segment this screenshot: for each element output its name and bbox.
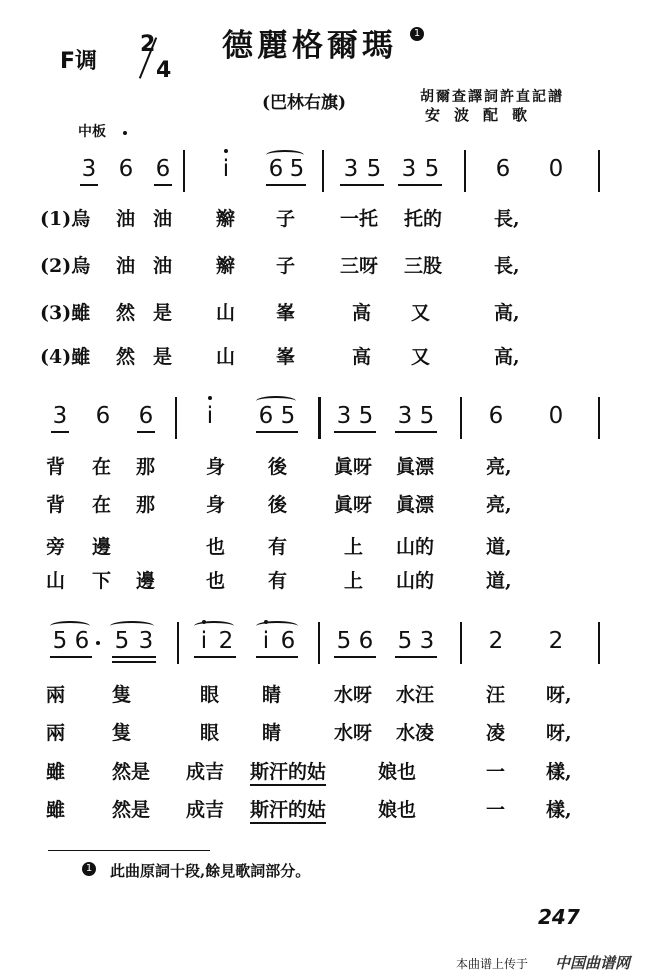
- lyric-word: 上: [344, 570, 364, 592]
- lyric-word: 旁: [46, 536, 66, 558]
- note: 6: [280, 628, 296, 654]
- lyric-word: 高,: [494, 346, 520, 368]
- note: 3: [336, 403, 352, 429]
- note: 6: [74, 628, 90, 654]
- lyric-word: 道,: [486, 536, 512, 558]
- lyric-word: 那: [136, 494, 156, 516]
- lyric-word: 是: [153, 302, 173, 324]
- barline: [318, 622, 320, 664]
- note: i: [206, 403, 214, 429]
- lyric-word: 子: [276, 255, 296, 277]
- lyric-word: (3)雖: [40, 302, 91, 324]
- footnote-rule: [48, 850, 210, 851]
- note: 5: [289, 156, 305, 182]
- note: 3: [401, 156, 417, 182]
- note: 5: [366, 156, 382, 182]
- lyric-word: 一: [486, 761, 506, 783]
- lyric-word: 樣,: [546, 799, 572, 821]
- lyric-word: 後: [268, 494, 288, 516]
- note: 3: [397, 403, 413, 429]
- lyric-word: 水呀: [334, 684, 373, 706]
- lyric-word: 山的: [396, 570, 435, 592]
- lyric-word: 高: [352, 346, 372, 368]
- note: 0: [548, 156, 564, 182]
- lyric-word: 兩: [46, 722, 66, 744]
- lyric-word: 呀,: [546, 722, 572, 744]
- lyric-word: 高: [352, 302, 372, 324]
- lyric-word: 成吉: [186, 799, 225, 821]
- upload-notice: 本曲谱上传于: [456, 957, 529, 971]
- note: 0: [548, 403, 564, 429]
- lyric-word: 娘也: [378, 799, 417, 821]
- lyric-word: 身: [206, 494, 226, 516]
- lyric-word: 又: [411, 302, 431, 324]
- region-label: (巴林右旗): [262, 93, 347, 113]
- lyric-word: 也: [206, 570, 226, 592]
- lyric-word: 那: [136, 456, 156, 478]
- lyric-word: 下: [92, 570, 112, 592]
- underline: [112, 661, 156, 663]
- lyric-word: 眼: [200, 684, 220, 706]
- lyric-word: 上: [344, 536, 364, 558]
- augmentation-dot: [96, 641, 100, 645]
- meter-numerator: 2: [140, 32, 156, 57]
- barline: [318, 397, 321, 439]
- lyric-word: (4)雖: [40, 346, 91, 368]
- note: 3: [138, 628, 154, 654]
- key-signature: F调: [60, 49, 98, 74]
- note: i: [222, 156, 230, 182]
- underline: [137, 431, 155, 433]
- site-logo[interactable]: 中国曲谱网: [555, 954, 631, 972]
- lyric-word: 凌: [486, 722, 506, 744]
- lyric-word: 眼: [200, 722, 220, 744]
- lyric-word: 山的: [396, 536, 435, 558]
- note: 6: [495, 156, 511, 182]
- lyric-word: 隻: [112, 722, 132, 744]
- lyric-word: 然: [116, 302, 136, 324]
- note: 6: [358, 628, 374, 654]
- barline: [598, 397, 600, 439]
- note: 3: [81, 156, 97, 182]
- underline: [398, 184, 442, 186]
- lyric-word: 雖: [46, 799, 66, 821]
- note: 6: [155, 156, 171, 182]
- high-dot: [224, 149, 228, 153]
- lyric-word: 高,: [494, 302, 520, 324]
- note: 6: [95, 403, 111, 429]
- note: 2: [548, 628, 564, 654]
- lyric-word: 成吉: [186, 761, 225, 783]
- tempo-dot: [123, 131, 127, 135]
- lyric-word: 眞呀: [334, 494, 373, 516]
- song-title: 德麗格爾瑪: [222, 28, 397, 64]
- lyric-word: 又: [411, 346, 431, 368]
- lyric-word: 有: [268, 570, 288, 592]
- title-footnote-mark: 1: [410, 27, 424, 41]
- lyric-word: 背: [46, 494, 66, 516]
- note: 5: [419, 403, 435, 429]
- lyric-word: 油: [116, 255, 136, 277]
- lyric-word: 斯汗的姑: [250, 757, 326, 786]
- lyric-word: 山: [216, 346, 236, 368]
- footnote-mark: 1: [82, 862, 96, 876]
- lyric-word: 峯: [276, 346, 296, 368]
- lyric-word: 油: [116, 208, 136, 230]
- credit-line-1: 胡爾查譯詞許直記譜: [420, 89, 564, 105]
- underline: [256, 431, 298, 433]
- underline: [154, 184, 172, 186]
- lyric-word: 峯: [276, 302, 296, 324]
- meter-denominator: 4: [156, 58, 172, 83]
- lyric-word: 在: [92, 494, 112, 516]
- lyric-word: 背: [46, 456, 66, 478]
- note: 3: [52, 403, 68, 429]
- note: 5: [114, 628, 130, 654]
- barline: [598, 150, 600, 192]
- lyric-word: 亮,: [486, 494, 512, 516]
- lyric-word: 有: [268, 536, 288, 558]
- note: 5: [336, 628, 352, 654]
- note: 5: [52, 628, 68, 654]
- underline: [395, 656, 437, 658]
- lyric-word: 樣,: [546, 761, 572, 783]
- lyric-word: 然是: [112, 799, 151, 821]
- lyric-word: 道,: [486, 570, 512, 592]
- lyric-word: 長,: [494, 208, 520, 230]
- lyric-word: 身: [206, 456, 226, 478]
- lyric-word: 一托: [340, 208, 379, 230]
- lyric-word: 眞呀: [334, 456, 373, 478]
- note: 3: [343, 156, 359, 182]
- lyric-word: 兩: [46, 684, 66, 706]
- note: i: [262, 628, 270, 654]
- underline: [395, 431, 437, 433]
- lyric-word: 亮,: [486, 456, 512, 478]
- note: 6: [258, 403, 274, 429]
- note: 3: [419, 628, 435, 654]
- lyric-word: 油: [153, 255, 173, 277]
- lyric-word: 一: [486, 799, 506, 821]
- high-dot: [202, 620, 206, 624]
- underline: [334, 431, 376, 433]
- credit-line-2: 安波配歌: [425, 106, 542, 124]
- lyric-word: 水呀: [334, 722, 373, 744]
- note: i: [200, 628, 208, 654]
- note: 6: [118, 156, 134, 182]
- lyric-word: 山: [46, 570, 66, 592]
- lyric-word: 後: [268, 456, 288, 478]
- high-dot: [208, 396, 212, 400]
- note: 5: [424, 156, 440, 182]
- barline: [598, 622, 600, 664]
- underline: [112, 656, 156, 658]
- note: 5: [280, 403, 296, 429]
- lyric-word: 油: [153, 208, 173, 230]
- lyric-word: 水汪: [396, 684, 435, 706]
- tempo-marking: 中板: [78, 124, 106, 140]
- underline: [51, 431, 69, 433]
- lyric-word: 子: [276, 208, 296, 230]
- barline: [460, 622, 462, 664]
- lyric-word: 睛: [262, 722, 282, 744]
- underline: [50, 656, 92, 658]
- footnote-text: 此曲原詞十段,餘見歌詞部分。: [110, 862, 311, 880]
- page-number: 247: [538, 905, 580, 929]
- lyric-word: 辮: [216, 255, 236, 277]
- underline: [334, 656, 376, 658]
- barline: [183, 150, 185, 192]
- underline: [194, 656, 236, 658]
- note: 5: [358, 403, 374, 429]
- underline: [256, 656, 298, 658]
- high-dot: [264, 620, 268, 624]
- note: 2: [218, 628, 234, 654]
- lyric-word: 山: [216, 302, 236, 324]
- lyric-word: 呀,: [546, 684, 572, 706]
- underline: [340, 184, 384, 186]
- lyric-word: 斯汗的姑: [250, 795, 326, 824]
- lyric-word: 然: [116, 346, 136, 368]
- lyric-word: 在: [92, 456, 112, 478]
- lyric-word: 隻: [112, 684, 132, 706]
- lyric-word: 三呀: [340, 255, 379, 277]
- lyric-word: 娘也: [378, 761, 417, 783]
- barline: [175, 397, 177, 439]
- lyric-word: (1)烏: [40, 208, 91, 230]
- lyric-word: 然是: [112, 761, 151, 783]
- lyric-word: 也: [206, 536, 226, 558]
- lyric-word: 汪: [486, 684, 506, 706]
- note: 6: [268, 156, 284, 182]
- lyric-word: 水凌: [396, 722, 435, 744]
- lyric-word: 邊: [136, 570, 156, 592]
- barline: [460, 397, 462, 439]
- note: 2: [488, 628, 504, 654]
- lyric-word: 眞漂: [396, 456, 435, 478]
- lyric-word: (2)烏: [40, 255, 91, 277]
- lyric-word: 雖: [46, 761, 66, 783]
- lyric-word: 托的: [404, 208, 443, 230]
- lyric-word: 辮: [216, 208, 236, 230]
- lyric-word: 三股: [404, 255, 443, 277]
- barline: [177, 622, 179, 664]
- lyric-word: 長,: [494, 255, 520, 277]
- underline: [266, 184, 306, 186]
- note: 6: [138, 403, 154, 429]
- note: 5: [397, 628, 413, 654]
- underline: [80, 184, 98, 186]
- lyric-word: 是: [153, 346, 173, 368]
- note: 6: [488, 403, 504, 429]
- lyric-word: 邊: [92, 536, 112, 558]
- lyric-word: 眞漂: [396, 494, 435, 516]
- barline: [464, 150, 466, 192]
- lyric-word: 睛: [262, 684, 282, 706]
- barline: [322, 150, 324, 192]
